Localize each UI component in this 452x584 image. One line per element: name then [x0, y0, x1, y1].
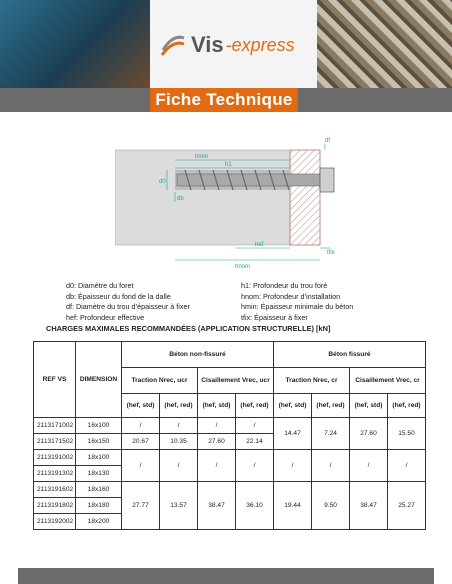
brand-logo [160, 30, 310, 60]
logo-swoosh-icon [160, 32, 186, 58]
cell-value: 27.77 [122, 482, 160, 530]
concrete-block [115, 150, 290, 245]
screws-photo [317, 0, 452, 88]
header-red: (hef, red) [388, 394, 426, 418]
legend-item: hnom: Profondeur d’installation [241, 291, 341, 301]
cell-value: / [122, 450, 160, 482]
cell-value: / [388, 450, 426, 482]
header-dimension: DIMENSION [76, 342, 122, 418]
cell-dimension: 16x150 [76, 434, 122, 450]
cell-value: / [350, 450, 388, 482]
cell-value: 25.27 [388, 482, 426, 530]
cell-value: / [312, 450, 350, 482]
legend-left [66, 281, 190, 323]
cell-value: / [274, 450, 312, 482]
legend-item: tfix: Épaisseur à fixer [241, 312, 308, 322]
cell-value: 10.35 [160, 434, 198, 450]
page-title: Fiche Technique [155, 90, 293, 109]
cell-value: / [198, 418, 236, 434]
cell-value: 27.60 [350, 418, 388, 450]
header-red: (hef, red) [160, 394, 198, 418]
legend-item: hmin: Épaisseur minimale du béton [241, 302, 354, 312]
cell-value: / [198, 450, 236, 482]
header-red: (hef, red) [312, 394, 350, 418]
cell-ref: 2113191802 [34, 498, 76, 514]
cell-value: 9.50 [312, 482, 350, 530]
legend-item: d0: Diamètre du foret [66, 281, 134, 290]
legend-item: db: Épaisseur du fond de la dalle [66, 291, 171, 301]
cell-ref: 2113171002 [34, 418, 76, 434]
header-std: (hef, std) [350, 394, 388, 418]
footer-band [18, 568, 434, 584]
header-shear-ucr: Cisaillement Vrec, ucr [198, 368, 274, 394]
cell-ref: 2113191002 [34, 450, 76, 466]
cell-ref: 2113191602 [34, 482, 76, 498]
cell-value: 22.14 [236, 434, 274, 450]
header-red: (hef, red) [236, 394, 274, 418]
cell-dimension: 18x160 [76, 482, 122, 498]
table-row [34, 482, 426, 498]
cell-value: 20.67 [122, 434, 160, 450]
label-hef: hef [255, 242, 264, 248]
legend-item: hef: Profondeur effective [66, 312, 145, 322]
cell-ref: 2113192002 [34, 514, 76, 530]
brand-accent: -express [225, 34, 295, 55]
cell-value: / [122, 418, 160, 434]
legend-right [241, 281, 353, 323]
cell-value: 38.47 [198, 482, 236, 530]
label-db: db [177, 196, 184, 202]
table-row [34, 418, 426, 434]
label-df: df [325, 138, 331, 144]
legend-item: h1: Profondeur du trou foré [241, 281, 328, 290]
table-row [34, 450, 426, 466]
fixture-plate [290, 150, 320, 245]
cell-dimension: 18x100 [76, 450, 122, 466]
cell-value: 27.60 [198, 434, 236, 450]
label-tfix: tfix [327, 250, 335, 256]
header-traction-cr: Traction Nrec, cr [274, 368, 350, 394]
cell-dimension: 18x200 [76, 514, 122, 530]
tools-photo [0, 0, 150, 88]
cell-value: / [160, 450, 198, 482]
cell-value: 14.47 [274, 418, 312, 450]
cell-value: 13.57 [160, 482, 198, 530]
label-d0: d0 [159, 179, 166, 185]
cell-value: 15.50 [388, 418, 426, 450]
header-ref: REF VS [34, 342, 76, 418]
header-noncracked: Béton non-fissuré [122, 342, 274, 368]
load-table [33, 341, 426, 530]
label-h1: h1 [225, 162, 232, 168]
cell-value: 19.44 [274, 482, 312, 530]
header-traction-ucr: Traction Nrec, ucr [122, 368, 198, 394]
legend-item: df: Diamètre du trou d’épaisseur à fixer [66, 302, 190, 312]
cell-dimension: 18x180 [76, 498, 122, 514]
cell-value: / [236, 418, 274, 434]
cell-dimension: 18x130 [76, 466, 122, 482]
header [0, 0, 452, 88]
anchor-diagram [115, 130, 355, 270]
cell-ref: 2113171502 [34, 434, 76, 450]
title-banner [150, 88, 298, 112]
header-std: (hef, std) [122, 394, 160, 418]
cell-ref: 2113191302 [34, 466, 76, 482]
header-std: (hef, std) [198, 394, 236, 418]
header-shear-cr: Cisaillement Vrec, cr [350, 368, 426, 394]
cell-value: 38.47 [350, 482, 388, 530]
brand-name: Vis [191, 32, 224, 57]
cell-value: / [236, 450, 274, 482]
header-cracked: Béton fissuré [274, 342, 426, 368]
cell-value: 7.24 [312, 418, 350, 450]
cell-dimension: 16x100 [76, 418, 122, 434]
header-std: (hef, std) [274, 394, 312, 418]
cell-value: / [160, 418, 198, 434]
cell-value: 36.10 [236, 482, 274, 530]
label-hmin: hmin [195, 154, 209, 160]
label-hnom: hnom [235, 264, 251, 270]
section-title: CHARGES MAXIMALES RECOMMANDÉES (APPLICATION STRUCTURELLE) [kN] [46, 324, 331, 333]
